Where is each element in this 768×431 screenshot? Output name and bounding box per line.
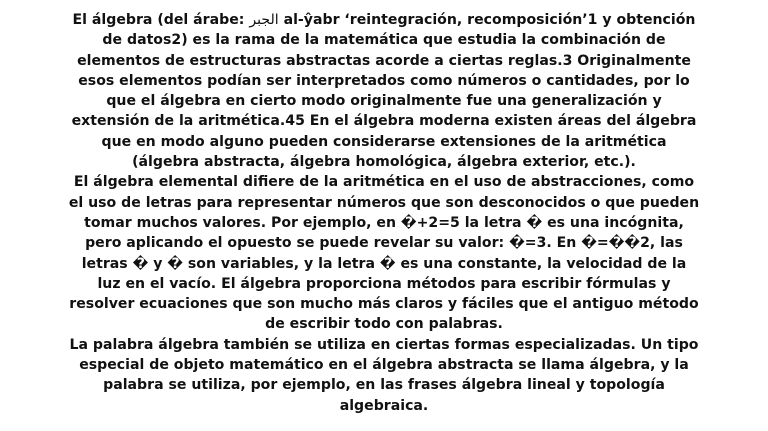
document-body: [68, 10, 700, 416]
arabic-term: الجبر: [249, 12, 279, 28]
paragraph-elementary-algebra: El álgebra elemental difiere de la aritmética en el uso de abstracciones, como el uso de letras para representar números que son desconocidos o que pueden tomar muchos valores. Por ejemplo, en �+2=5 la letra � es una incógnita, pero aplicando el opuesto se puede revelar su valor: �=3. En �=��2, las letras � y � son variables, y la letra � es una constante, la velocidad de la luz en el vacío. El álgebra proporciona métodos para escribir fórmulas y resolver ecuaciones que son mucho más claros y fáciles que el antiguo método de escribir todo con palabras.: [68, 174, 700, 333]
paragraph-definition: [68, 10, 700, 172]
paragraph-specialized-uses: La palabra álgebra también se utiliza en ciertas formas especializadas. Un tipo especial de objeto matemático en el álgebra abstracta se llama álgebra, y la palabra se utiliza, por ejemplo, en las frases álgebra lineal y topología algebraica.: [69, 336, 699, 414]
paragraph-definition-lead: El álgebra (del árabe:: [72, 12, 250, 28]
paragraph-definition-rest: al-ŷabr ‘reintegración, recomposición’1 y obtención de datos2) es la rama de la matemática que estudia la combinación de elementos de estructuras abstractas acorde a ciertas reglas.3 Originalmente esos elementos podían ser interpretados como números o cantidades, por lo que el álgebra en cierto modo originalmente fue una generalización y extensión de la aritmética.45 En el álgebra moderna existen áreas del álgebra que en modo alguno pueden considerarse extensiones de la aritmética (álgebra abstracta, álgebra homológica, álgebra exterior, etc.).: [71, 12, 697, 171]
